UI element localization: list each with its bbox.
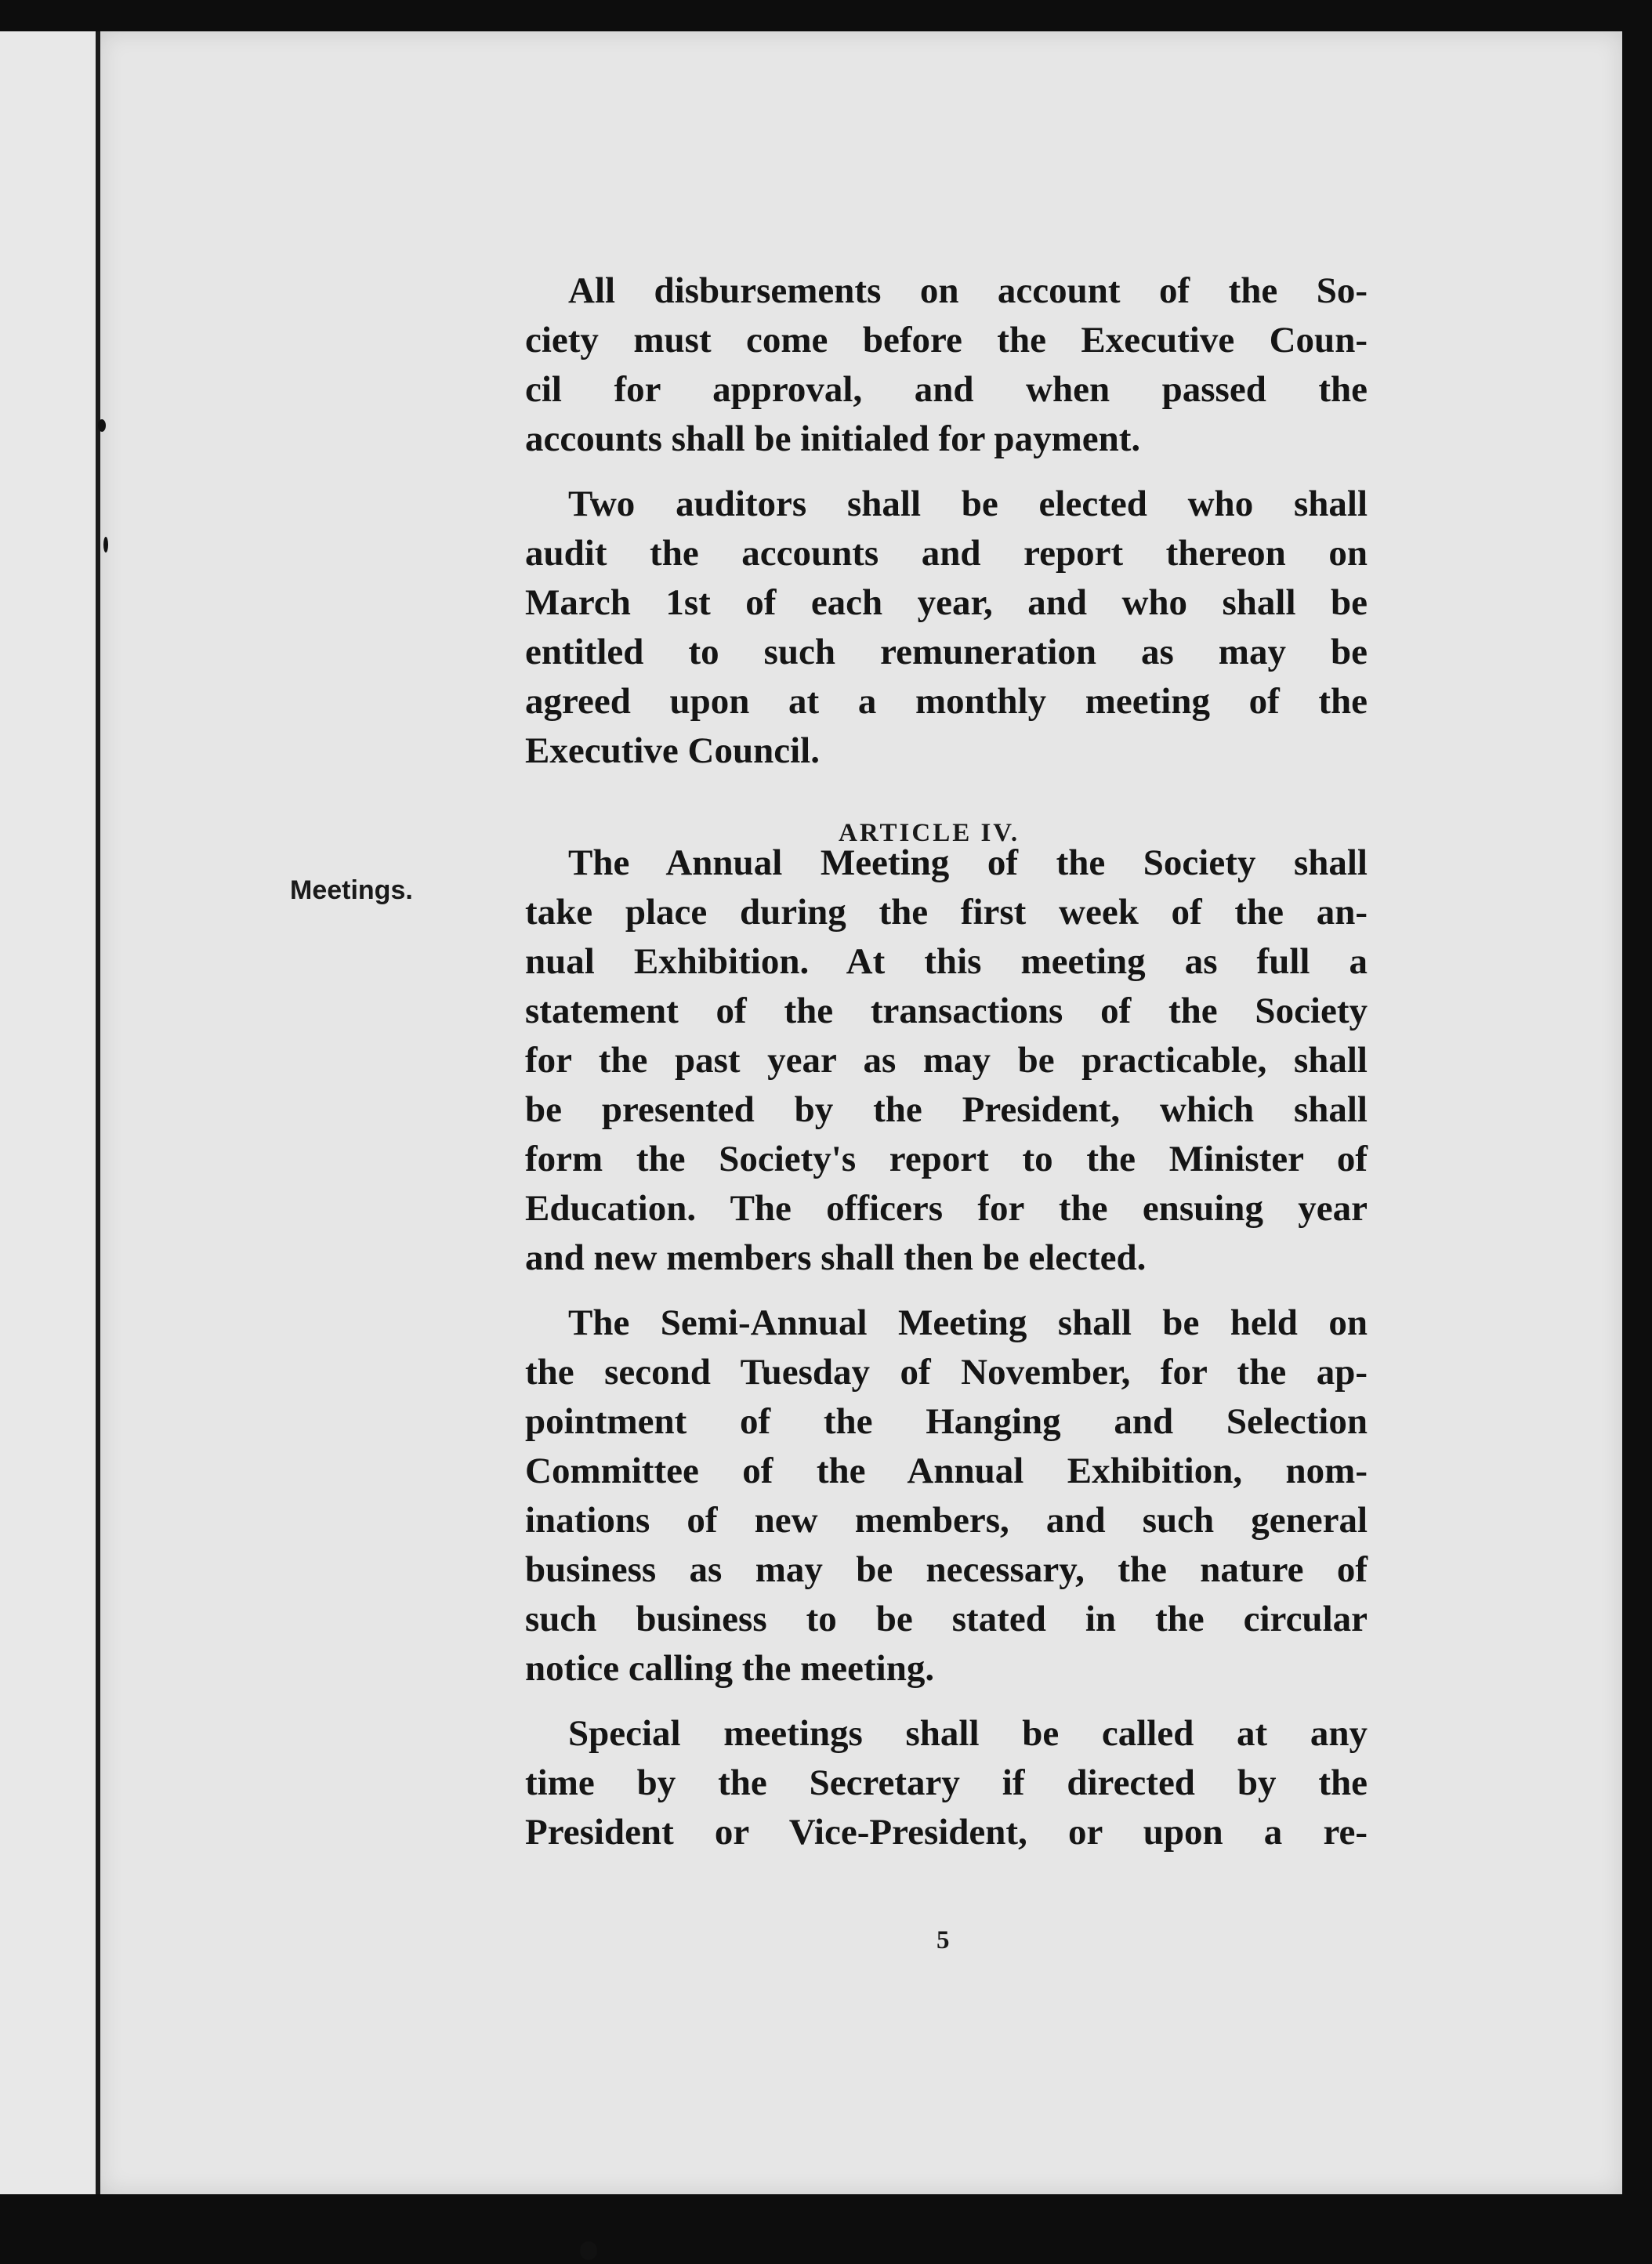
text-line: and new members shall then be elected. <box>525 1237 1147 1278</box>
page-number: 5 <box>936 1926 950 1954</box>
text-line: such business to be stated in the circular <box>525 1599 1368 1639</box>
text-line: The Semi-Annual Meeting shall be held on <box>568 1302 1368 1343</box>
text-line: entitled to such remuneration as may be <box>525 632 1368 672</box>
text-line: notice calling the meeting. <box>525 1648 935 1689</box>
text-line: nual Exhibition. At this meeting as full a <box>525 941 1368 982</box>
text-line: cil for approval, and when passed the <box>525 369 1368 410</box>
paragraph-auditors <box>525 480 1368 776</box>
text-line: business as may be necessary, the nature of <box>525 1549 1368 1590</box>
scan-speck <box>580 2241 597 2260</box>
scan-speck <box>98 419 106 432</box>
text-line: President or Vice-President, or upon a re- <box>525 1812 1368 1853</box>
article-heading: ARTICLE IV. <box>839 819 1020 847</box>
text-line: for the past year as may be practicable, shall <box>525 1040 1368 1081</box>
text-line: time by the Secretary if directed by the <box>525 1762 1368 1803</box>
text-line: pointment of the Hanging and Selection <box>525 1401 1368 1442</box>
paragraph-special-meetings <box>525 1709 1368 1857</box>
text-line: ciety must come before the Executive Coun- <box>525 320 1368 360</box>
text-line: the second Tuesday of November, for the ap- <box>525 1352 1368 1393</box>
text-line: inations of new members, and such general <box>525 1500 1368 1541</box>
previous-page-edge <box>0 31 96 2194</box>
text-line: be presented by the President, which shall <box>525 1089 1368 1130</box>
text-line: form the Society's report to the Minister of <box>525 1139 1368 1179</box>
text-line: March 1st of each year, and who shall be <box>525 582 1368 623</box>
text-line: The Annual Meeting of the Society shall <box>568 842 1368 883</box>
paragraph-disbursements <box>525 266 1368 464</box>
paragraph-annual-meeting <box>525 839 1368 1283</box>
text-line: Education. The officers for the ensuing year <box>525 1188 1368 1229</box>
paragraph-semi-annual-meeting <box>525 1299 1368 1693</box>
text-line: statement of the transactions of the Society <box>525 991 1368 1031</box>
text-line: Committee of the Annual Exhibition, nom- <box>525 1451 1368 1491</box>
text-line: audit the accounts and report thereon on <box>525 533 1368 574</box>
margin-note: Meetings. <box>290 875 413 905</box>
text-line: Executive Council. <box>525 730 820 771</box>
text-line: take place during the first week of the an- <box>525 892 1368 933</box>
text-line: accounts shall be initialed for payment. <box>525 418 1141 459</box>
text-line: All disbursements on account of the So- <box>568 270 1368 311</box>
text-line: Special meetings shall be called at any <box>568 1713 1368 1754</box>
heading-spacer <box>525 791 1368 839</box>
text-line: agreed upon at a monthly meeting of the <box>525 681 1368 722</box>
scan-speck <box>103 537 108 552</box>
body-text <box>525 266 1368 1873</box>
text-line: Two auditors shall be elected who shall <box>568 484 1368 524</box>
